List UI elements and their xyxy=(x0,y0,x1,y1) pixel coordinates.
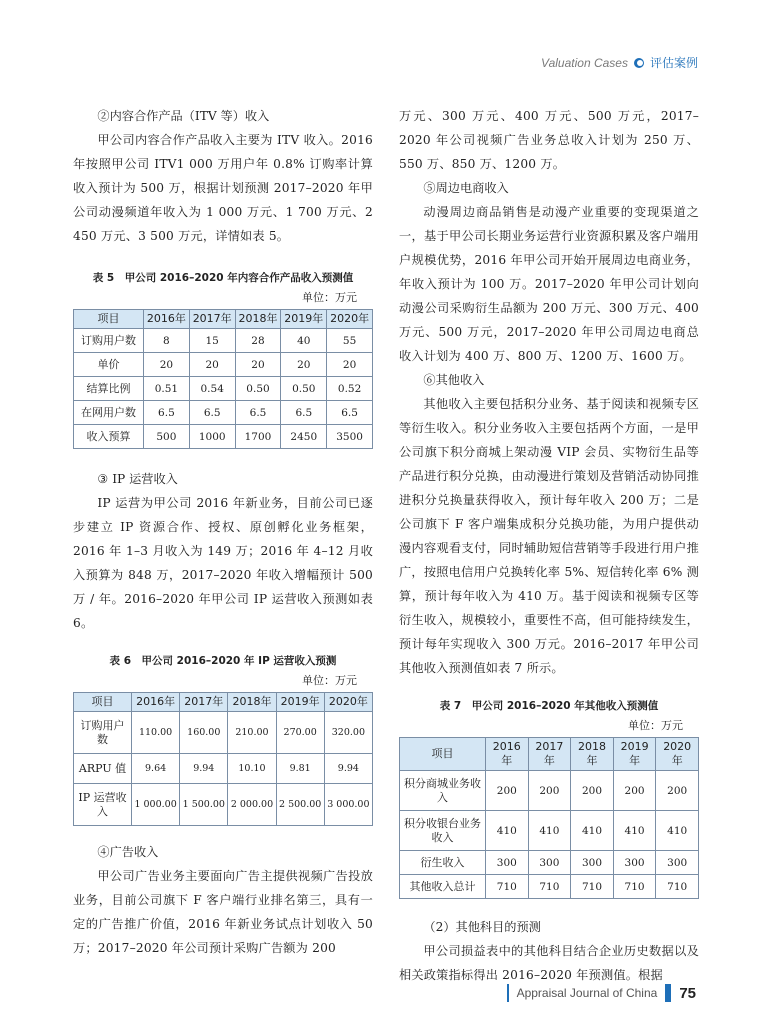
table-7-unit: 单位：万元 xyxy=(628,719,683,732)
table-cell: 9.94 xyxy=(180,754,228,784)
paragraph-other-subjects: 甲公司损益表中的其他科目结合企业历史数据以及相关政策指标得出 2016–2020 年预测值。根据 xyxy=(399,944,699,982)
table-cell: 710 xyxy=(528,875,571,899)
row-label: 订购用户数 xyxy=(74,329,144,353)
table-6-caption: 表 6 甲公司 2016–2020 年 IP 运营收入预测 xyxy=(109,655,337,667)
table-cell: 300 xyxy=(486,851,529,875)
table-5 xyxy=(73,309,373,449)
row-label: 收入预算 xyxy=(74,425,144,449)
table-row xyxy=(74,754,373,784)
table-5-unit: 单位：万元 xyxy=(302,291,357,304)
table-7-caption: 表 7 甲公司 2016–2020 年其他收入预测值 xyxy=(439,700,659,712)
table-row xyxy=(74,401,373,425)
table-cell: 1000 xyxy=(189,425,235,449)
paragraph-ecommerce: 动漫周边商品销售是动漫产业重要的变现渠道之一，基于甲公司长期业务运营行业资源积累及客户端用户规模优势，2016 年甲公司开始开展周边电商业务，年收入预计为 100 万。2017–2020 年甲公司计划向动漫公司采购衍生品额为 200 万元、300 万元、400 万元、500 万元，2017–2020 年甲公司周边电商总收入计划为 400 万、800 万、1200 万、1600 万。 xyxy=(399,205,699,363)
table-cell: 710 xyxy=(571,875,614,899)
table-header-year: 2017年 xyxy=(189,310,235,329)
row-label: 在网用户数 xyxy=(74,401,144,425)
table-cell: 40 xyxy=(281,329,327,353)
section-heading-ecommerce: ⑤周边电商收入 xyxy=(423,181,509,195)
table-cell: 0.52 xyxy=(327,377,373,401)
table-cell: 6.5 xyxy=(281,401,327,425)
row-label: 其他收入总计 xyxy=(400,875,486,899)
table-cell: 20 xyxy=(327,353,373,377)
table-cell: 300 xyxy=(571,851,614,875)
table-header-year: 2018年 xyxy=(235,310,281,329)
page-number: 75 xyxy=(679,984,696,1002)
table-row xyxy=(400,875,699,899)
table-cell: 6.5 xyxy=(327,401,373,425)
table-cell: 410 xyxy=(613,811,656,851)
table-cell: 9.81 xyxy=(276,754,324,784)
table-cell: 200 xyxy=(486,771,529,811)
table-cell: 710 xyxy=(656,875,699,899)
table-5-caption: 表 5 甲公司 2016–2020 年内容合作产品收入预测值 xyxy=(92,272,354,284)
table-header-year: 2020年 xyxy=(327,310,373,329)
table-header-year: 2016年 xyxy=(132,693,180,712)
table-header-year: 2019年 xyxy=(276,693,324,712)
table-cell: 2 500.00 xyxy=(276,784,324,826)
table-cell: 6.5 xyxy=(235,401,281,425)
table-cell: 300 xyxy=(613,851,656,875)
left-column xyxy=(73,104,373,960)
table-6 xyxy=(73,692,373,826)
table-cell: 300 xyxy=(656,851,699,875)
table-header-year: 2020年 xyxy=(656,738,699,771)
table-cell: 1 000.00 xyxy=(132,784,180,826)
row-label: IP 运营收入 xyxy=(74,784,132,826)
table-row xyxy=(74,712,373,754)
table-header-year: 2016年 xyxy=(144,310,190,329)
table-cell: 410 xyxy=(486,811,529,851)
table-cell: 9.94 xyxy=(324,754,372,784)
table-cell: 2450 xyxy=(281,425,327,449)
journal-name: Appraisal Journal of China xyxy=(516,986,658,1000)
table-header-item: 项目 xyxy=(400,738,486,771)
table-header-item: 项目 xyxy=(74,310,144,329)
table-cell: 20 xyxy=(189,353,235,377)
table-cell: 200 xyxy=(613,771,656,811)
table-header-year: 2018年 xyxy=(228,693,276,712)
table-cell: 28 xyxy=(235,329,281,353)
table-7 xyxy=(399,737,699,899)
table-cell: 10.10 xyxy=(228,754,276,784)
right-column xyxy=(399,104,699,987)
row-label: 积分收银台业务收入 xyxy=(400,811,486,851)
table-cell: 110.00 xyxy=(132,712,180,754)
table-cell: 20 xyxy=(144,353,190,377)
row-label: 订购用户数 xyxy=(74,712,132,754)
table-cell: 6.5 xyxy=(144,401,190,425)
table-row xyxy=(74,329,373,353)
table-cell: 3500 xyxy=(327,425,373,449)
footer-block-icon xyxy=(665,984,671,1002)
table-cell: 270.00 xyxy=(276,712,324,754)
table-row xyxy=(74,377,373,401)
section-heading-other: ⑥其他收入 xyxy=(423,373,485,387)
table-cell: 300 xyxy=(528,851,571,875)
table-row xyxy=(74,784,373,826)
page-header xyxy=(541,54,698,71)
footer-divider xyxy=(507,984,509,1002)
table-cell: 2 000.00 xyxy=(228,784,276,826)
table-cell: 8 xyxy=(144,329,190,353)
table-cell: 1 500.00 xyxy=(180,784,228,826)
table-cell: 410 xyxy=(528,811,571,851)
table-header-year: 2020年 xyxy=(324,693,372,712)
table-cell: 210.00 xyxy=(228,712,276,754)
row-label: 积分商城业务收入 xyxy=(400,771,486,811)
table-header-year: 2017年 xyxy=(528,738,571,771)
table-row xyxy=(400,851,699,875)
table-cell: 55 xyxy=(327,329,373,353)
table-header-year: 2018年 xyxy=(571,738,614,771)
table-cell: 200 xyxy=(528,771,571,811)
section-title-en: Valuation Cases xyxy=(541,55,628,70)
table-header-year: 2019年 xyxy=(613,738,656,771)
paragraph-other: 其他收入主要包括积分业务、基于阅读和视频专区等衍生收入。积分业务收入主要包括两个方面，一是甲公司旗下积分商城上架动漫 VIP 会员、实物衍生品等产品进行积分兑换，由动漫进行策划及营销活动协同推进积分兑换量获得收入，预计每年收入 200 万；二是公司旗下 F 客户端集成积分兑换功能，为用户提供动漫内容观看支付，同时辅助短信营销等手段进行用户推广，按照电信用户兑换转化率 5%、短信转化率 6% 测算，预计每年收入为 410 万。基于阅读和视频专区等衍生收入，规模较小，重要性不高，但可能持续发生，预计每年实现收入 300 万元。2016–2017 年甲公司其他收入预测值如表 7 所示。 xyxy=(399,397,699,675)
table-cell: 20 xyxy=(281,353,327,377)
page-footer xyxy=(507,984,696,1002)
section-heading-content-coop: ②内容合作产品（ITV 等）收入 xyxy=(97,109,270,123)
table-header-item: 项目 xyxy=(74,693,132,712)
table-cell: 320.00 xyxy=(324,712,372,754)
table-cell: 200 xyxy=(571,771,614,811)
table-row xyxy=(74,425,373,449)
section-title-zh: 评估案例 xyxy=(649,56,698,70)
paragraph-ads-continued: 万元、300 万元、400 万元、500 万元，2017–2020 年公司视频广告业务总收入计划为 250 万、550 万、850 万、1200 万。 xyxy=(399,109,699,171)
section-heading-ip: ③ IP 运营收入 xyxy=(97,472,178,486)
table-cell: 410 xyxy=(656,811,699,851)
table-cell: 160.00 xyxy=(180,712,228,754)
table-cell: 0.50 xyxy=(281,377,327,401)
row-label: 单价 xyxy=(74,353,144,377)
table-header-row xyxy=(400,738,699,771)
table-cell: 3 000.00 xyxy=(324,784,372,826)
paragraph-ip: IP 运营为甲公司 2016 年新业务，目前公司已逐步建立 IP 资源合作、授权、原创孵化业务框架，2016 年 1–3 月收入为 149 万；2016 年 4–12 月收入预算为 848 万，2017–2020 年收入增幅预计 500 万 / 年。2016–2020 年甲公司 IP 运营收入预测如表 6。 xyxy=(73,496,373,630)
table-cell: 500 xyxy=(144,425,190,449)
table-header-row xyxy=(74,310,373,329)
table-6-unit: 单位：万元 xyxy=(302,674,357,687)
table-header-year: 2016年 xyxy=(486,738,529,771)
table-cell: 6.5 xyxy=(189,401,235,425)
table-cell: 0.50 xyxy=(235,377,281,401)
table-cell: 710 xyxy=(486,875,529,899)
paragraph-ads: 甲公司广告业务主要面向广告主提供视频广告投放业务，目前公司旗下 F 客户端行业排名第三，具有一定的广告推广价值，2016 年新业务试点计划收入 50 万；2017–2020 年公司预计采购广告额为 200 xyxy=(73,869,373,955)
row-label: 衍生收入 xyxy=(400,851,486,875)
table-cell: 1700 xyxy=(235,425,281,449)
circle-bullet-icon xyxy=(634,58,644,68)
table-row xyxy=(400,811,699,851)
table-cell: 0.54 xyxy=(189,377,235,401)
table-header-year: 2019年 xyxy=(281,310,327,329)
row-label: ARPU 值 xyxy=(74,754,132,784)
table-cell: 200 xyxy=(656,771,699,811)
section-heading-other-subjects: （2）其他科目的预测 xyxy=(423,920,541,934)
table-cell: 0.51 xyxy=(144,377,190,401)
table-cell: 15 xyxy=(189,329,235,353)
table-header-year: 2017年 xyxy=(180,693,228,712)
section-heading-ads: ④广告收入 xyxy=(97,845,159,859)
table-row xyxy=(400,771,699,811)
table-cell: 710 xyxy=(613,875,656,899)
table-row xyxy=(74,353,373,377)
paragraph-content-coop: 甲公司内容合作产品收入主要为 ITV 收入。2016 年按照甲公司 ITV1 000 万用户年 0.8% 订购率计算收入预计为 500 万，根据计划预测 2017–2020 年甲公司动漫频道年收入为 1 000 万元、1 700 万元、2 450 万元、3 500 万元，详情如表 5。 xyxy=(73,133,373,243)
table-cell: 410 xyxy=(571,811,614,851)
table-cell: 20 xyxy=(235,353,281,377)
table-cell: 9.64 xyxy=(132,754,180,784)
row-label: 结算比例 xyxy=(74,377,144,401)
table-header-row xyxy=(74,693,373,712)
